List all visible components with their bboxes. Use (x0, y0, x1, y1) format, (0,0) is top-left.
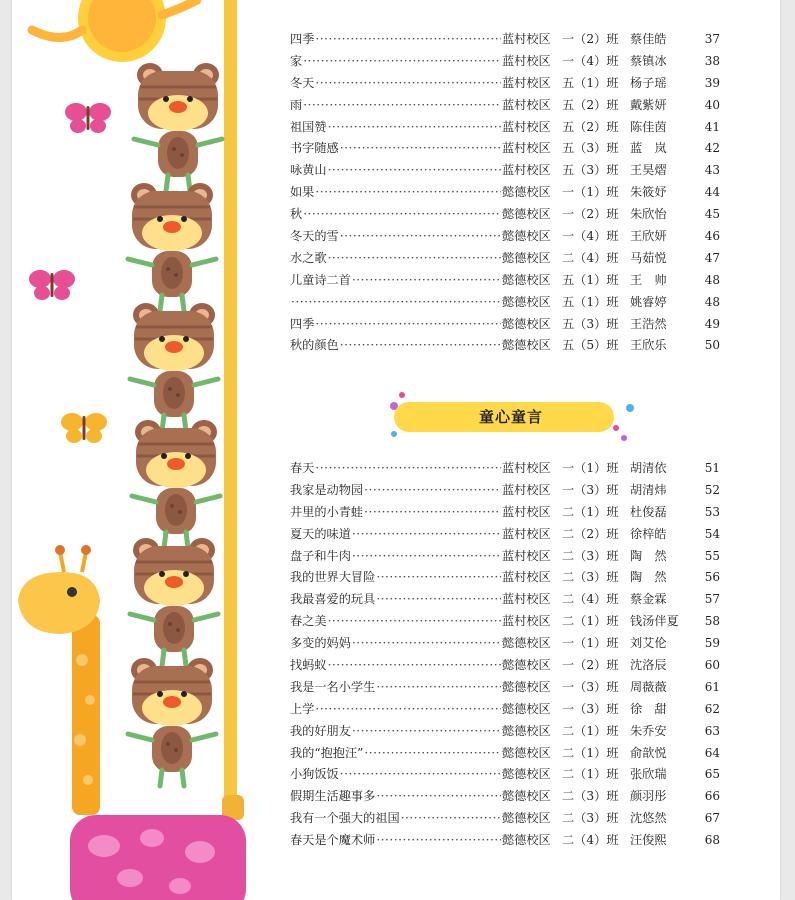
entry-page-number: 45 (704, 207, 720, 222)
entry-author: 戴紫妍 (630, 97, 667, 112)
toc-entry (290, 612, 720, 634)
toc-entry (290, 809, 720, 831)
entry-campus: 懿德校区 (502, 636, 551, 651)
dot-leader (364, 505, 501, 519)
dot-leader (352, 636, 501, 650)
entry-campus: 懿德校区 (502, 185, 551, 200)
entry-author: 朱筱妤 (630, 185, 667, 200)
dot-leader (315, 32, 501, 46)
dot-leader (364, 746, 501, 760)
entry-page-number: 53 (704, 504, 720, 519)
entry-author: 沈洛辰 (630, 658, 667, 673)
entry-class: 二（4）班 (562, 833, 619, 848)
entry-campus: 懿德校区 (502, 658, 551, 673)
entry-title: 我有一个强大的祖国 (290, 811, 400, 826)
entry-author: 杜俊磊 (630, 504, 667, 519)
entry-campus: 蓝村校区 (502, 482, 551, 497)
entry-page-number: 60 (704, 658, 720, 673)
entry-campus: 懿德校区 (502, 767, 551, 782)
entry-title: 春之美 (290, 614, 327, 629)
entry-campus: 懿德校区 (502, 207, 551, 222)
entry-title: 四季 (290, 316, 315, 331)
entry-title: 小狗饭饭 (290, 767, 339, 782)
dot-leader (352, 527, 501, 541)
entry-author: 王昊熠 (630, 163, 667, 178)
dot-leader (340, 229, 501, 243)
entry-campus: 蓝村校区 (502, 548, 551, 563)
entry-author: 蔡金霖 (630, 592, 667, 607)
toc-entry (290, 271, 720, 293)
toc-entry (290, 227, 720, 249)
entry-campus: 蓝村校区 (502, 32, 551, 46)
entry-page-number: 55 (704, 548, 720, 563)
entry-campus: 懿德校区 (502, 229, 551, 244)
entry-title: 春天是个魔术师 (290, 833, 376, 848)
dot-leader (328, 120, 501, 134)
toc-entry (290, 700, 720, 722)
entry-author: 陶 然 (630, 548, 667, 563)
dot-leader (340, 338, 501, 352)
dot-leader (315, 317, 501, 331)
entry-class: 二（3）班 (562, 811, 619, 826)
entry-class: 一（3）班 (562, 701, 619, 716)
entry-title: 水之歌 (290, 250, 327, 265)
toc-entry (290, 656, 720, 678)
entry-author: 马茹悦 (630, 250, 667, 265)
entry-author: 姚睿婷 (630, 294, 667, 309)
entry-page-number: 59 (704, 636, 720, 651)
entry-page-number: 43 (704, 163, 720, 178)
entry-page-number: 46 (704, 229, 720, 244)
entry-title: 多变的妈妈 (290, 636, 351, 651)
entry-page-number: 54 (704, 526, 720, 541)
entry-class: 二（1）班 (562, 745, 619, 760)
dot-leader (401, 811, 501, 825)
entry-author: 刘艾伦 (630, 636, 667, 651)
entry-author: 徐 甜 (630, 701, 667, 716)
sun-icon (32, 0, 197, 62)
entry-author: 蓝 岚 (630, 141, 667, 156)
entry-author: 王 帅 (630, 272, 667, 287)
entry-title: 冬天的雪 (290, 229, 339, 244)
entry-campus: 蓝村校区 (502, 504, 551, 519)
dot-leader (303, 207, 501, 221)
height-ruler-icon (224, 0, 237, 820)
dot-leader (303, 98, 501, 112)
entry-campus: 蓝村校区 (502, 570, 551, 585)
entry-campus: 蓝村校区 (502, 97, 551, 112)
entry-title: 春天 (290, 461, 315, 475)
entry-campus: 懿德校区 (502, 272, 551, 287)
entry-campus: 蓝村校区 (502, 461, 551, 475)
entry-author: 王欣妍 (630, 229, 667, 244)
bear-icon (132, 420, 220, 548)
entry-page-number: 65 (704, 767, 720, 782)
toc-entry (290, 634, 720, 656)
entry-class: 二（3）班 (562, 570, 619, 585)
entry-page-number: 50 (704, 338, 720, 353)
entry-title: 秋的颜色 (290, 338, 339, 353)
entry-class: 一（1）班 (562, 636, 619, 651)
butterfly-icon (65, 103, 111, 133)
dot-leader (352, 549, 501, 563)
entry-title: 上学 (290, 701, 315, 716)
entry-class: 二（3）班 (562, 789, 619, 804)
entry-page-number: 42 (704, 141, 720, 156)
entry-title: 假期生活趣事多 (290, 789, 376, 804)
toc-list-top (290, 30, 720, 358)
entry-page-number: 57 (704, 592, 720, 607)
entry-title: 我的好朋友 (290, 723, 351, 738)
entry-class: 一（2）班 (562, 658, 619, 673)
entry-author: 朱欣怡 (630, 207, 667, 222)
entry-class: 一（3）班 (562, 482, 619, 497)
toc-list-bottom (290, 459, 720, 853)
entry-author: 王浩然 (630, 316, 667, 331)
entry-page-number: 61 (704, 679, 720, 694)
entry-title: 我是一名小学生 (290, 679, 376, 694)
entry-author: 王欣乐 (630, 338, 667, 353)
entry-author: 蔡佳皓 (630, 32, 667, 46)
entry-title: 秋 (290, 207, 303, 222)
entry-campus: 懿德校区 (502, 701, 551, 716)
dot-leader (376, 680, 501, 694)
toc-entry (290, 52, 720, 74)
bear-icon (128, 658, 216, 786)
entry-class: 二（4）班 (562, 592, 619, 607)
dot-leader (364, 483, 501, 497)
dot-leader (315, 461, 501, 475)
toc-entry (290, 293, 720, 315)
entry-title: 四季 (290, 32, 315, 46)
dot-leader (376, 789, 501, 803)
entry-campus: 懿德校区 (502, 745, 551, 760)
toc-entry (290, 249, 720, 271)
entry-author: 陶 然 (630, 570, 667, 585)
entry-page-number: 37 (704, 32, 720, 46)
entry-title: 家 (290, 53, 303, 68)
entry-class: 一（3）班 (562, 679, 619, 694)
entry-title: 我的世界大冒险 (290, 570, 376, 585)
toc-entry (290, 161, 720, 183)
bear-icon (128, 183, 216, 311)
entry-page-number: 48 (704, 272, 720, 287)
toc-entry (290, 590, 720, 612)
entry-page-number: 51 (704, 461, 720, 475)
entry-class: 一（4）班 (562, 229, 619, 244)
entry-class: 五（5）班 (562, 338, 619, 353)
toc-entry (290, 459, 720, 481)
entry-author: 杨子瑶 (630, 75, 667, 90)
entry-title: 祖国赞 (290, 119, 327, 134)
entry-author: 汪俊熙 (630, 833, 667, 848)
kids-illustration (12, 0, 272, 900)
entry-class: 五（1）班 (562, 75, 619, 90)
entry-campus: 懿德校区 (502, 811, 551, 826)
entry-title: 儿童诗二首 (290, 272, 351, 287)
entry-class: 二（1）班 (562, 723, 619, 738)
toc-entry (290, 139, 720, 161)
entry-class: 一（4）班 (562, 53, 619, 68)
entry-campus: 懿德校区 (502, 316, 551, 331)
entry-title: 我的“抱抱汪” (290, 745, 364, 760)
entry-class: 二（1）班 (562, 767, 619, 782)
entry-campus: 蓝村校区 (502, 163, 551, 178)
entry-page-number: 66 (704, 789, 720, 804)
dot-leader (352, 273, 501, 287)
toc-entry (290, 568, 720, 590)
entry-campus: 懿德校区 (502, 294, 551, 309)
entry-page-number: 68 (704, 833, 720, 848)
toc-page (12, 0, 780, 900)
dot-leader (328, 251, 501, 265)
entry-class: 五（1）班 (562, 294, 619, 309)
entry-title: 井里的小青蛙 (290, 504, 364, 519)
entry-title: 书字随感 (290, 141, 339, 156)
butterfly-icon (61, 413, 107, 443)
entry-author: 颜羽彤 (630, 789, 667, 804)
dot-leader (328, 614, 501, 628)
entry-class: 五（2）班 (562, 119, 619, 134)
entry-campus: 懿德校区 (502, 723, 551, 738)
entry-page-number: 47 (704, 250, 720, 265)
bear-icon (134, 63, 222, 191)
entry-author: 陈佳茵 (630, 119, 667, 134)
entry-author: 沈悠然 (630, 811, 667, 826)
entry-author: 张欣瑞 (630, 767, 667, 782)
entry-campus: 蓝村校区 (502, 614, 551, 629)
entry-page-number: 63 (704, 723, 720, 738)
entry-page-number: 38 (704, 53, 720, 68)
entry-class: 五（2）班 (562, 97, 619, 112)
entry-page-number: 39 (704, 75, 720, 90)
entry-campus: 懿德校区 (502, 338, 551, 353)
toc-entry (290, 315, 720, 337)
dot-leader (340, 141, 501, 155)
entry-page-number: 49 (704, 316, 720, 331)
entry-page-number: 64 (704, 745, 720, 760)
entry-campus: 蓝村校区 (502, 592, 551, 607)
dot-leader (315, 76, 501, 90)
entry-title: 我家是动物园 (290, 482, 364, 497)
entry-page-number: 62 (704, 701, 720, 716)
entry-campus: 蓝村校区 (502, 53, 551, 68)
toc-entry (290, 744, 720, 766)
entry-class: 一（1）班 (562, 185, 619, 200)
entry-page-number: 67 (704, 811, 720, 826)
dot-leader (315, 185, 501, 199)
toc-entry (290, 722, 720, 744)
entry-author: 钱汤伴夏 (630, 614, 679, 629)
entry-class: 五（3）班 (562, 163, 619, 178)
entry-page-number: 48 (704, 294, 720, 309)
entry-campus: 蓝村校区 (502, 119, 551, 134)
entry-author: 俞歆悦 (630, 745, 667, 760)
toc-entry (290, 787, 720, 809)
entry-class: 二（2）班 (562, 526, 619, 541)
toc-entry (290, 503, 720, 525)
entry-class: 五（3）班 (562, 316, 619, 331)
entry-class: 二（4）班 (562, 250, 619, 265)
entry-class: 五（3）班 (562, 141, 619, 156)
entry-campus: 懿德校区 (502, 679, 551, 694)
butterfly-icon (29, 270, 75, 300)
dot-leader (291, 295, 501, 309)
entry-page-number: 52 (704, 482, 720, 497)
dot-leader (328, 163, 501, 177)
dot-leader (376, 833, 501, 847)
entry-campus: 蓝村校区 (502, 141, 551, 156)
dot-leader (303, 54, 501, 68)
toc-entry (290, 205, 720, 227)
entry-campus: 懿德校区 (502, 789, 551, 804)
entry-title: 盘子和牛肉 (290, 548, 351, 563)
entry-author: 周薇薇 (630, 679, 667, 694)
entry-class: 一（1）班 (562, 461, 619, 475)
entry-title: 我最喜爱的玩具 (290, 592, 376, 607)
section-banner (380, 392, 642, 444)
entry-page-number: 44 (704, 185, 720, 200)
toc-entry (290, 831, 720, 853)
entry-title: 咏黄山 (290, 163, 327, 178)
dot-leader (328, 658, 501, 672)
entry-author: 胡清依 (630, 461, 667, 475)
entry-class: 一（2）班 (562, 32, 619, 46)
toc-entry (290, 481, 720, 503)
entry-title: 夏天的味道 (290, 526, 351, 541)
entry-campus: 蓝村校区 (502, 75, 551, 90)
entry-author: 胡清炜 (630, 482, 667, 497)
entry-author: 徐梓皓 (630, 526, 667, 541)
toc-entry (290, 336, 720, 358)
entry-title: 雨 (290, 97, 303, 112)
entry-page-number: 58 (704, 614, 720, 629)
toc-entry (290, 765, 720, 787)
entry-page-number: 56 (704, 570, 720, 585)
entry-title: 冬天 (290, 75, 315, 90)
dot-leader (315, 702, 501, 716)
dot-leader (376, 570, 501, 584)
entry-campus: 懿德校区 (502, 250, 551, 265)
toc-entry (290, 74, 720, 96)
toc-entry (290, 183, 720, 205)
entry-campus: 懿德校区 (502, 833, 551, 848)
toc-entry (290, 678, 720, 700)
entry-author: 蔡镇冰 (630, 53, 667, 68)
dot-leader (340, 767, 501, 781)
dot-leader (352, 724, 501, 738)
entry-title: 找蚂蚁 (290, 658, 327, 673)
toc-entry (290, 30, 720, 52)
toc-entry (290, 525, 720, 547)
entry-title: 如果 (290, 185, 315, 200)
dot-leader (376, 592, 501, 606)
entry-class: 一（2）班 (562, 207, 619, 222)
entry-class: 二（1）班 (562, 614, 619, 629)
entry-campus: 蓝村校区 (502, 526, 551, 541)
giraffe-icon (18, 545, 100, 815)
toc-entry (290, 118, 720, 140)
entry-author: 朱乔安 (630, 723, 667, 738)
entry-class: 二（3）班 (562, 548, 619, 563)
bear-icon (130, 538, 218, 666)
section-heading: 童心童言 (478, 408, 543, 426)
bear-icon (130, 303, 218, 431)
toc-entry (290, 547, 720, 569)
toc-entry (290, 96, 720, 118)
entry-page-number: 40 (704, 97, 720, 112)
entry-class: 五（1）班 (562, 272, 619, 287)
entry-class: 二（1）班 (562, 504, 619, 519)
entry-page-number: 41 (704, 119, 720, 134)
